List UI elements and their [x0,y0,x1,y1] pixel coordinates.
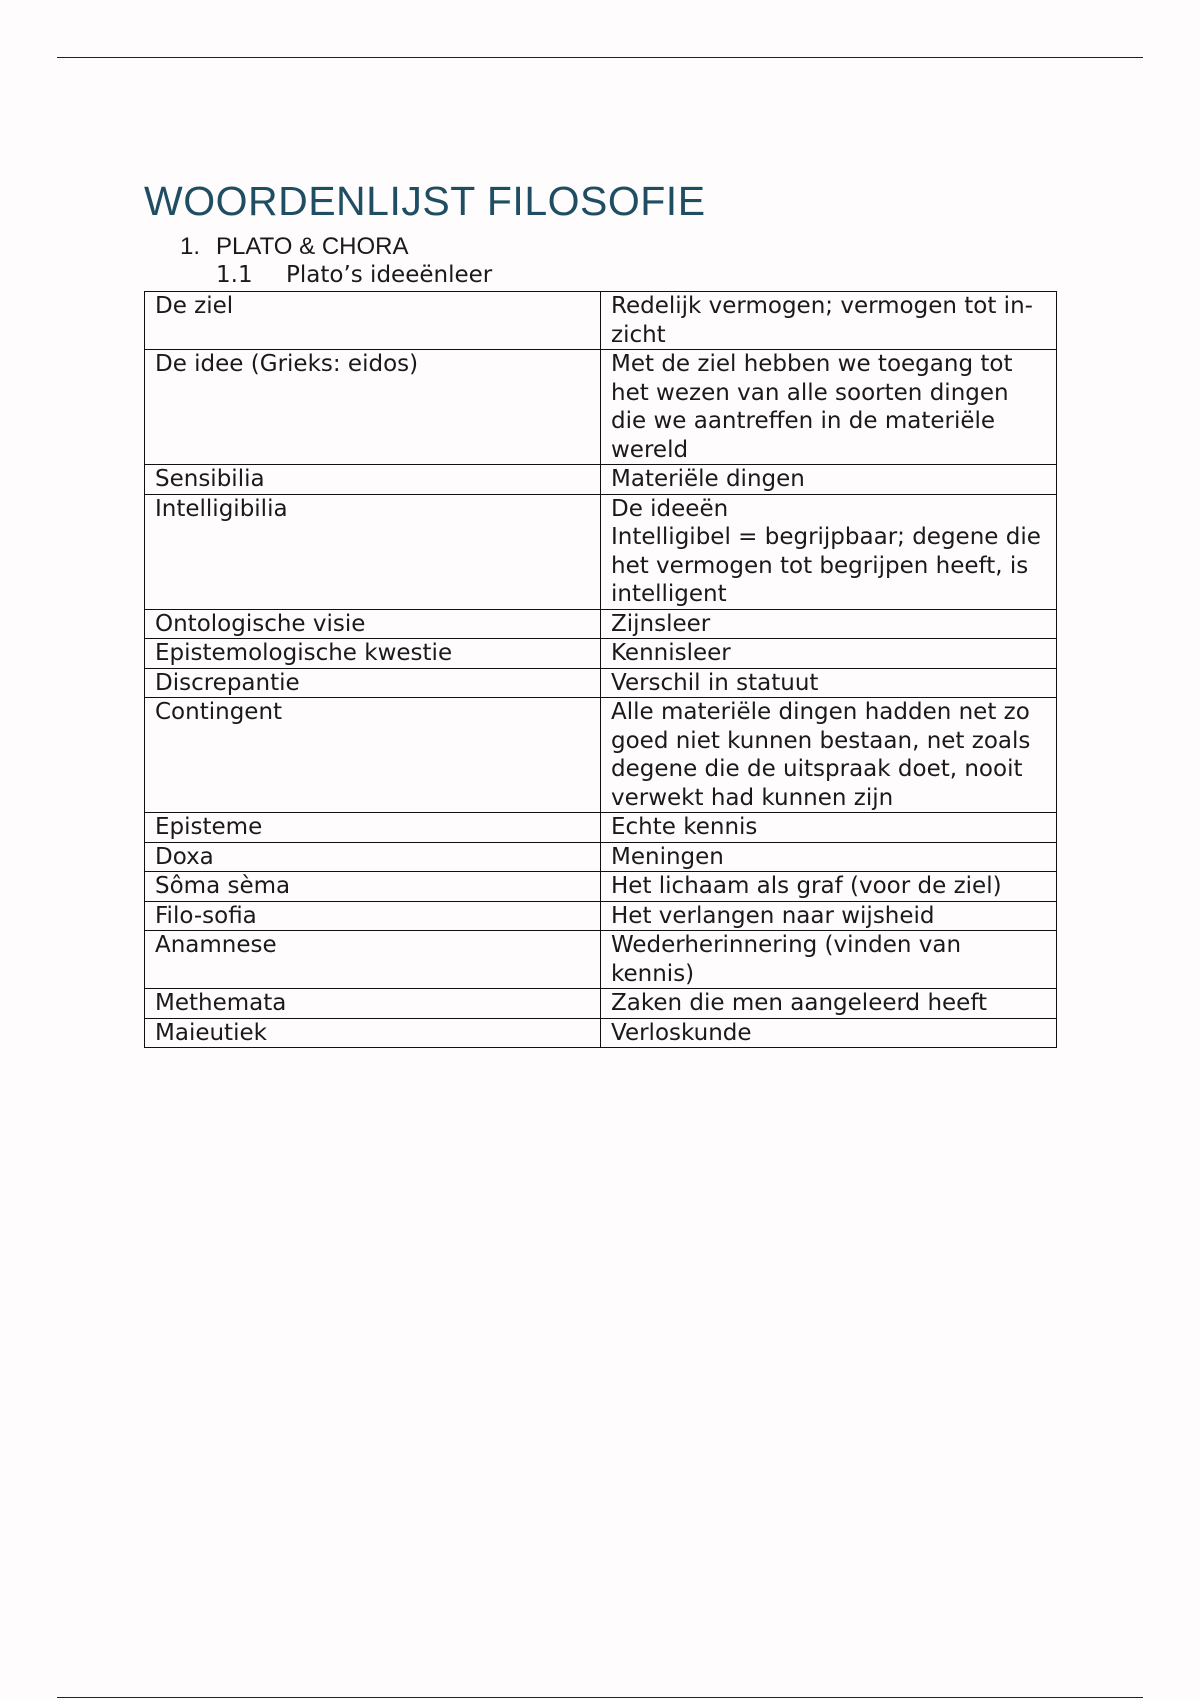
header-rule [57,57,1143,58]
glossary-row [145,465,1057,495]
glossary-row [145,813,1057,843]
glossary-row [145,1018,1057,1048]
glossary-row [145,931,1057,989]
subsection-label: Plato’s ideeënleer [286,262,493,288]
glossary-definition: Zijnsleer [601,609,1057,639]
glossary-term: Filo-sofia [145,901,601,931]
glossary-row [145,639,1057,669]
glossary-definition: Met de ziel hebben we toegang tot het wezen van alle soorten dingen die we aantreffen in de materiële wereld [601,350,1057,465]
glossary-definition: Materiële dingen [601,465,1057,495]
glossary-term: Discrepantie [145,668,601,698]
glossary-row [145,842,1057,872]
glossary-row [145,901,1057,931]
glossary-row [145,494,1057,609]
section-number: 1. [180,233,201,260]
glossary-term: Anamnese [145,931,601,989]
glossary-term: Methemata [145,989,601,1019]
glossary-definition: Het verlangen naar wijsheid [601,901,1057,931]
glossary-term: Doxa [145,842,601,872]
glossary-definition: Meningen [601,842,1057,872]
glossary-term: Intelligibilia [145,494,601,609]
glossary-definition: Alle materiële dingen hadden net zo goed niet kunnen bestaan, net zoals degene die de uitspraak doet, nooit verwekt had kunnen zijn [601,698,1057,813]
glossary-definition: Verloskunde [601,1018,1057,1048]
glossary-term: Ontologische visie [145,609,601,639]
glossary-term: Sensibilia [145,465,601,495]
document-title: WOORDENLIJST FILOSOFIE [144,178,706,224]
glossary-term: De ziel [145,292,601,350]
section-label: PLATO & CHORA [216,233,409,260]
glossary-row [145,989,1057,1019]
subsection-number: 1.1 [216,262,253,288]
glossary-definition: Echte kennis [601,813,1057,843]
glossary-row [145,668,1057,698]
glossary-table [144,291,1057,1048]
glossary-row [145,292,1057,350]
glossary-definition: Redelijk vermogen; vermogen tot in-zicht [601,292,1057,350]
glossary-definition: Het lichaam als graf (voor de ziel) [601,872,1057,902]
subsection-heading [216,262,492,288]
glossary-row [145,609,1057,639]
footer-rule [57,1697,1143,1698]
glossary-row [145,872,1057,902]
glossary-term: Sôma sèma [145,872,601,902]
glossary-term: De idee (Grieks: eidos) [145,350,601,465]
glossary-term: Epistemologische kwestie [145,639,601,669]
section-heading [180,233,409,261]
glossary-definition: Zaken die men aangeleerd heeft [601,989,1057,1019]
glossary-term: Episteme [145,813,601,843]
glossary-row [145,350,1057,465]
glossary-definition: Verschil in statuut [601,668,1057,698]
glossary-row [145,698,1057,813]
glossary-definition: De ideeën Intelligibel = begrijpbaar; degene die het vermogen tot begrijpen heeft, is intelligent [601,494,1057,609]
glossary-term: Contingent [145,698,601,813]
glossary-term: Maieutiek [145,1018,601,1048]
glossary-definition: Wederherinnering (vinden van kennis) [601,931,1057,989]
glossary-definition: Kennisleer [601,639,1057,669]
